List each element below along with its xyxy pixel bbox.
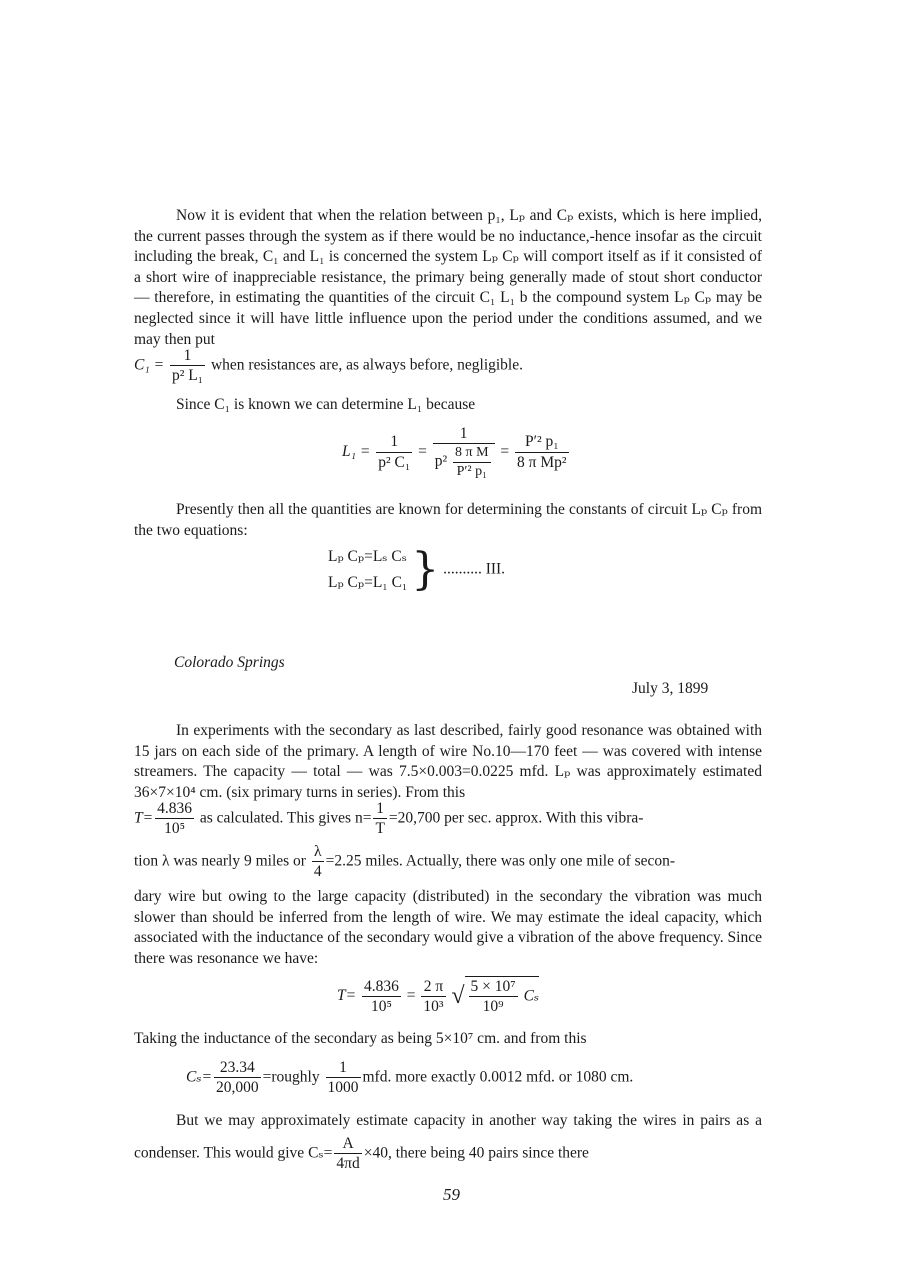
paragraph-resonance-condition: Now it is evident that when the relation between p₁, Lₚ and Cₚ exists, which is here implied, the current passes through the system as if there would be no inductance,-hence insofar as the circuit including the break, C₁ and L₁ is concerned the system Lₚ Cₚ will comport itself as if it consisted of a short wire of inappreciable resistance, the primary being generally made of stout short conductor — therefore, in estimating the quantities of the circuit C₁ L₁ b the compound system Lₚ Cₚ may be neglected since it will have little influence upon the period under the conditions assumed, and we may then put (134, 207, 762, 348)
equation-wavelength-line: tion λ was nearly 9 miles or $\frac{\lambda}{4}$ =2.25 miles. Actually, there was only one mile of secon- (134, 843, 676, 881)
equation-resonance-period: T= $\frac{4.836}{\text{10⁵}}$ = $\frac{2 \pi}{\text{10³}}$ √ $\frac{\text{5 × 10⁷}}{\text{10⁹}}$ Cₛ (337, 977, 540, 1016)
brace-icon: } (411, 544, 440, 595)
fraction: $\frac{1}{\text{p² C₁}}$ (378, 433, 411, 471)
page-number: 59 (443, 1185, 460, 1204)
paragraph-inductance: Taking the inductance of the secondary as being 5×10⁷ cm. and from this (134, 1030, 587, 1047)
fraction: $\frac{2 \pi}{\text{10³}}$ (423, 977, 444, 1015)
section-place: Colorado Springs (174, 654, 285, 671)
equation-c1 (134, 346, 523, 386)
fraction: $\frac{1}{1000}$ (327, 1059, 359, 1097)
fraction: $\frac{4.836}{\text{10⁵}}$ (157, 800, 192, 838)
equation-capacity: Cₛ= $\frac{23.34}{20,000}$ =roughly $\frac{1}{1000}$ mfd. more exactly 0.0012 mfd. or 1080 cm. (186, 1059, 634, 1097)
square-root: $\frac{\text{5 × 10⁷}}{\text{10⁹}}$ Cₛ (465, 976, 540, 1017)
paragraph-determine-l1: Since C₁ is known we can determine L₁ because (176, 396, 476, 413)
paragraph-condenser: But we may approximately estimate capacity in another way taking the wires in pairs as a condenser. This would give Cₛ= $\frac{A}{4\pi d}$ ×40, there being 40 pairs since there (134, 1112, 762, 1173)
equation-system-iii (328, 544, 505, 596)
fraction: $\frac{23.34}{20,000}$ (216, 1059, 259, 1097)
fraction: $\frac{4.836}{\text{10⁵}}$ (363, 977, 399, 1015)
paragraph-experiments: In experiments with the secondary as last described, fairly good resonance was obtained with 15 jars on each side of the primary. A length of wire No.10—170 feet — was covered with intense streamers. The capacity — total — was 7.5×0.003=0.0225 mfd. Lₚ was approximately estimated 36×7×10⁴ cm. (six primary turns in series). From this (134, 722, 762, 801)
paragraph-constants: Presently then all the quantities are known for determining the constants of circuit Lₚ Cₚ from the two equations: (134, 501, 762, 539)
paragraph-secondary-wire: dary wire but owing to the large capacity (distributed) in the secondary the vibration was much slower than should be inferred from the length of wire. We may estimate the ideal capacity, which associated with the inductance of the secondary would give a vibration of the above frequency. Since there was resonance we have: (134, 888, 762, 967)
fraction: $\frac{\lambda}{4}$ (313, 843, 322, 881)
equation-period-line: T= $\frac{4.836}{\text{10⁵}}$ as calculated. This gives n= $\frac{1}{T}$ =20,700 per sec. approx. With this vibra- (134, 800, 644, 838)
fraction: 1 p² $\frac{\text{8 π M}}{\text{P′² p₁}}$ (433, 424, 495, 480)
equation-l1: L₁ = $\frac{1}{\text{p² C₁}}$ = 1 p² $\frac{\text{8 π M}}{\text{P′² p₁}}$ = $\frac{\text{P′² p₁}}{\text{8 π Mp²}}$ (342, 425, 567, 479)
fraction: $\frac{1}{\text{p² L₁}}$ (171, 347, 204, 385)
equation-line: Lₚ Cₚ=L₁ C₁ (328, 574, 408, 591)
equation-label: .......... III. (443, 560, 506, 578)
sqrt-icon: √ (451, 982, 465, 1009)
equation-c1-tail: when resistances are, as always before, negligible. (210, 356, 523, 374)
equation-line: Lₚ Cₚ=Lₛ Cₛ (328, 548, 407, 565)
equation-c1-lhs: C₁ = (134, 356, 165, 374)
fraction: $\frac{1}{T}$ (375, 800, 385, 838)
fraction: $\frac{A}{4\pi d}$ (336, 1135, 360, 1173)
section-date: July 3, 1899 (632, 680, 709, 697)
fraction: $\frac{\text{P′² p₁}}{\text{8 π Mp²}}$ (517, 433, 567, 471)
